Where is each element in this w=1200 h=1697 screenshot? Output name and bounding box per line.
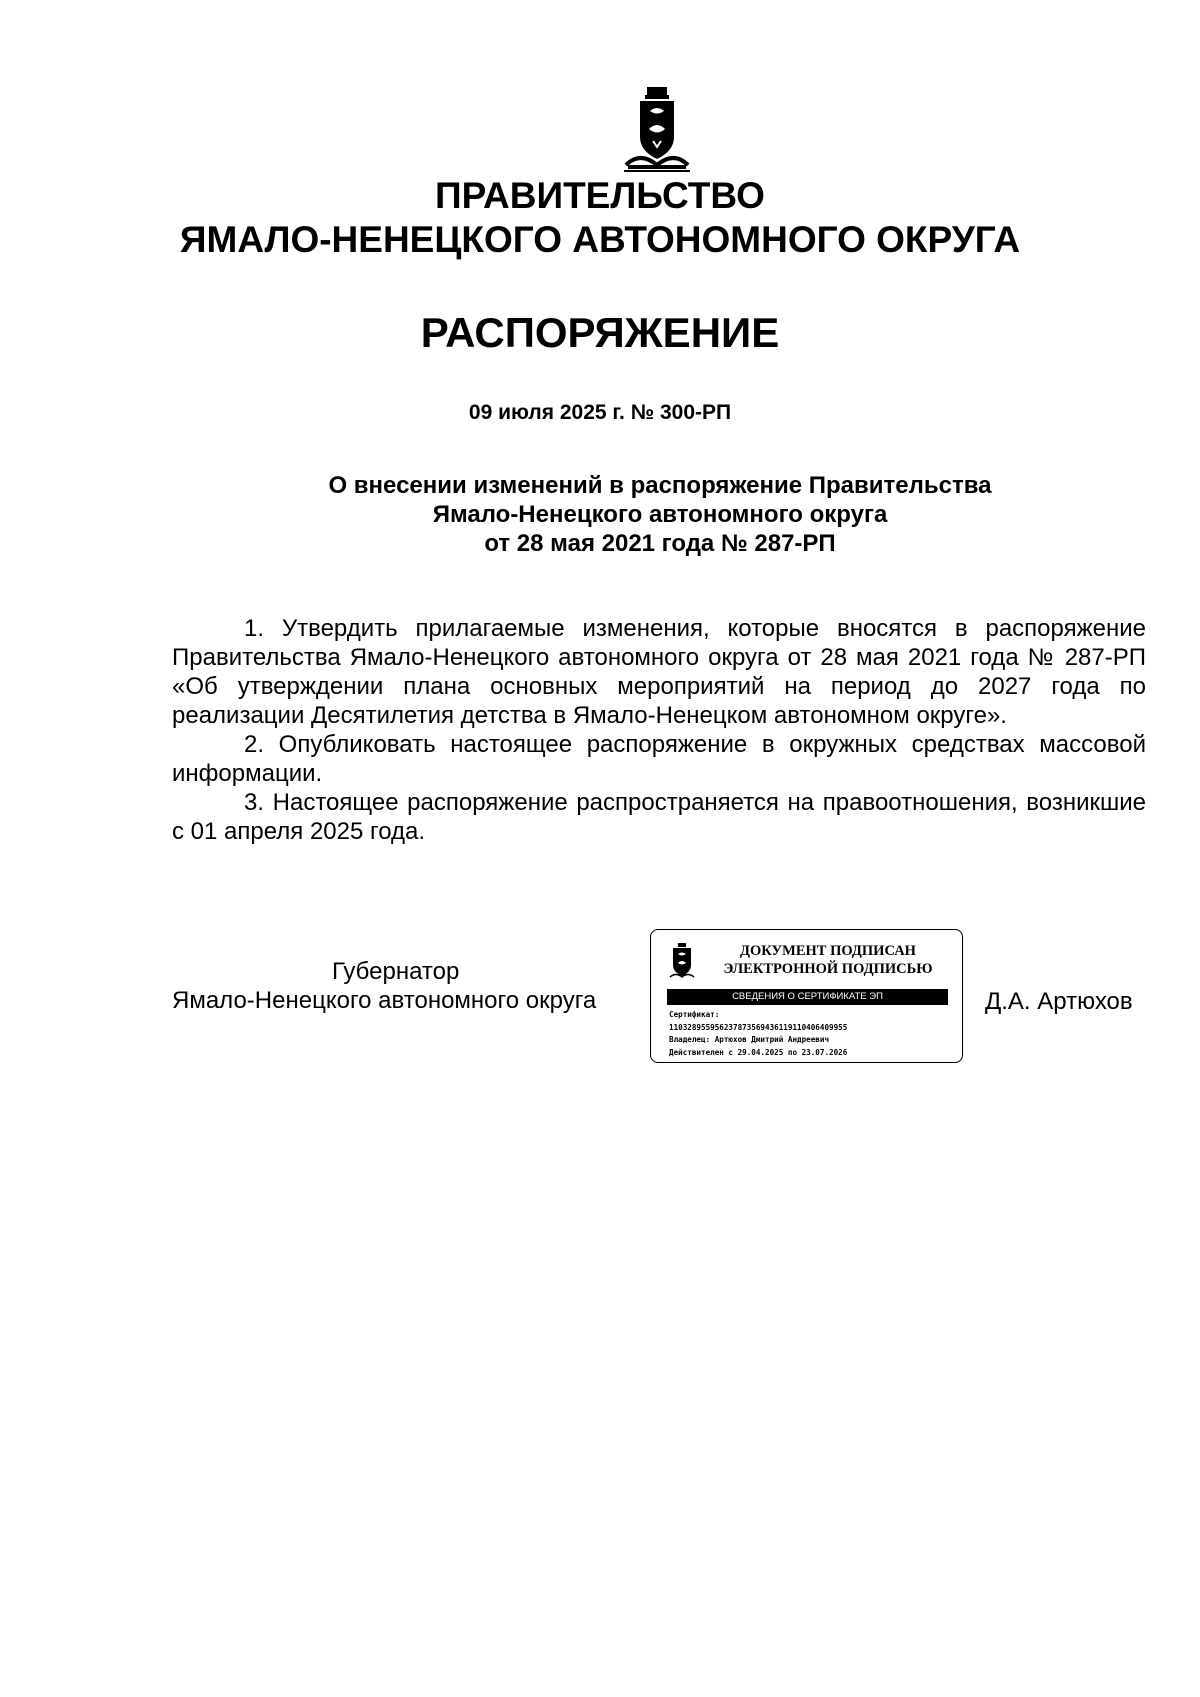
certificate-info-bar: СВЕДЕНИЯ О СЕРТИФИКАТЕ ЭП: [667, 989, 948, 1005]
certificate-label: Сертификат:: [669, 1010, 720, 1019]
stamp-title-line-2: ЭЛЕКТРОННОЙ ПОДПИСЬЮ: [723, 961, 933, 977]
certificate-owner: Владелец: Артюхов Дмитрий Андреевич: [669, 1035, 830, 1044]
document-subject: [220, 471, 1100, 558]
document-type: РАСПОРЯЖЕНИЕ: [420, 309, 780, 356]
coat-of-arms-icon: [620, 85, 694, 175]
document-body: [172, 614, 1146, 846]
subject-line-2: Ямало-Ненецкого автономного округа: [432, 501, 888, 528]
signatory-name: Д.А. Артюхов: [985, 988, 1133, 1015]
stamp-title: [703, 942, 953, 978]
electronic-signature-stamp: [650, 929, 963, 1063]
org-line-1: ПРАВИТЕЛЬСТВО: [435, 175, 765, 216]
paragraph-2: 2. Опубликовать настоящее распоряжение в окружных средствах массовой информации.: [172, 731, 1146, 787]
certificate-details: [669, 1009, 959, 1059]
signatory-position: Губернатор: [332, 958, 460, 985]
signatory-title: [172, 957, 596, 1015]
subject-line-1: О внесении изменений в распоряжение Правительства: [328, 472, 992, 499]
paragraph-1: 1. Утвердить прилагаемые изменения, которые вносятся в распоряжение Правительства Ямало-Ненецкого автономного округа от 28 мая 2021 года № 287-РП «Об утверждении плана основных мероприятий на период до 2027 года по реализации Десятилетия детства в Ямало-Ненецком автономном округе».: [172, 615, 1146, 729]
stamp-title-line-1: ДОКУМЕНТ ПОДПИСАН: [740, 943, 916, 959]
stamp-coat-of-arms-icon: [669, 943, 695, 979]
subject-line-3: от 28 мая 2021 года № 287-РП: [484, 530, 836, 557]
date-and-number: 09 июля 2025 г. № 300-РП: [468, 401, 732, 424]
certificate-number: 110328955956237873569436119110406409955: [669, 1022, 848, 1032]
certificate-validity: Действителен с 29.04.2025 по 23.07.2026: [669, 1047, 848, 1057]
paragraph-3: 3. Настоящее распоряжение распространяется на правоотношения, возникшие с 01 апреля 2025 года.: [172, 789, 1146, 845]
org-line-2: ЯМАЛО-НЕНЕЦКОГО АВТОНОМНОГО ОКРУГА: [179, 219, 1021, 260]
organization-name: [0, 174, 1200, 262]
signatory-organization: Ямало-Ненецкого автономного округа: [172, 987, 597, 1014]
